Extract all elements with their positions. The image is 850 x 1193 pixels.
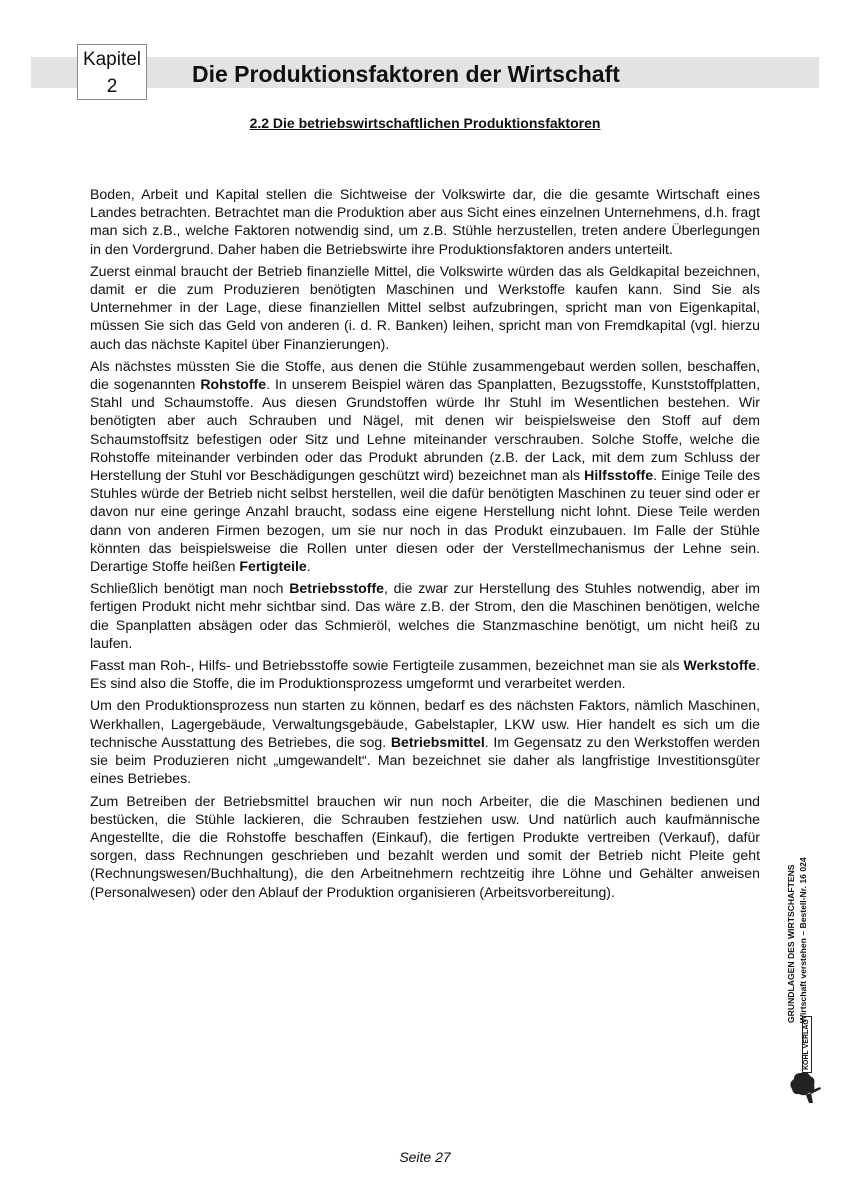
text-run: . Es sind also die Stoffe, die im Produktionsprozess umgeformt und verarbeitet werden. [90,657,760,692]
bold-term: Fertigteile [239,558,307,575]
text-run: Boden, Arbeit und Kapital stellen die Sichtweise der Volkswirte dar, die die gesamte Wirtschaft eines Landes betrachten. Betrachtet man die Produktion aber aus Sicht eines einzelnen Unternehmens, d.h. fragt man sich z.B., welche Faktoren notwendig sind, um z.B. Stühle herzustellen, treten andere Überlegungen in den Vordergrund. Daher haben die Betriebswirte ihre Produktionsfaktoren anders unterteilt. [90,186,760,257]
text-run: . [306,558,311,575]
paragraph [90,579,760,652]
bold-term: Hilfsstoffe [584,467,654,484]
paragraph [90,357,760,575]
text-run: , die zwar zur Herstellung des Stuhles notwendig, aber im fertigen Produkt nicht mehr sichtbar sind. Das wäre z.B. der Strom, den die Maschinen benötigen, welche die Spanplatten absägen oder das Schmieröl, welches die Stanzmaschine benötigt, um nicht heiß zu laufen. [90,580,760,651]
paragraph [90,656,760,692]
paragraph [90,185,760,258]
bold-term: Werkstoffe [683,657,757,674]
bold-term: Rohstoffe [200,376,267,393]
paragraph [90,696,760,787]
text-run: Fasst man Roh-, Hilfs- und Betriebsstoffe sowie Fertigteile zusammen, bezeichnet man sie als [90,657,684,674]
text-run: . In unserem Beispiel wären das Spanplatten, Bezugsstoffe, Kunststoffplatten, Stahl und Schaumstoffe. Aus diesen Grundstoffen würde Ihr Stuhl im Wesentlichen bestehen. Wir benötigten aber auch Schrauben und Nägel, mit denen wir beispielsweise den Stoff auf dem Schaumstoffsitz befestigen oder Sitz und Lehne miteinander verschrauben. Solche Stoffe, welche die Rohstoffe miteinander verbinden oder das Produkt abrunden (z.B. der Lack, mit dem zum Schluss der Herstellung der Stuhl vor Beschädigungen geschützt wird) bezeichnet man als [90,376,760,484]
text-run: Als nächstes müssten Sie die Stoffe, aus denen die Stühle zusammengebaut werden sollen, beschaffen, die sogenannten [90,357,760,393]
bold-term: Betriebsstoffe [289,580,384,597]
chapter-label: Kapitel [82,49,142,70]
text-run: Um den Produktionsprozess nun starten zu können, bedarf es des nächsten Faktors, nämlich Maschinen, Werkhallen, Lagergebäude, Verwaltungsgebäude, Gabelstapler, LKW usw. Hier handelt es sich um die technische Ausstattung des Betriebes, die sog. [90,697,760,750]
bold-term: Betriebsmittel [390,733,485,750]
text-run: Zum Betreiben der Betriebsmittel brauchen wir nun noch Arbeiter, die die Maschinen bedienen und bestücken, die Stühle lackieren, die Schrauben festziehen usw. Und natürlich auch kaufmännische Angestellte, die die Rohstoffe beschaffen (Einkauf), die fertigen Produkte vertreiben (Verkauf), dafür sorgen, dass Rechnungen geschrieben und bezahlt werden und somit der Betrieb nicht Pleite geht (Rechnungswesen/Buchhaltung), die den Arbeitnehmern rechtzeitig ihre Löhne und Gehälter anweisen (Personalwesen) oder den Ablauf der Produktion organisieren (Arbeitsvorbereitung). [90,792,760,900]
section-heading: 2.2 Die betriebswirtschaftlichen Produktionsfaktoren [249,115,601,131]
publisher-logo [788,1019,824,1103]
page-number: Seite 27 [399,1149,451,1165]
paragraph [90,262,760,353]
text-run: . Einige Teile des Stuhles würde der Betrieb nicht selbst herstellen, weil die dafür benötigten Maschinen zu teuer sind oder er davon nur eine geringe Anzahl braucht, sodass eine eigene Herstellung nicht lohnt. Diese Teile werden dann von anderen Firmen bezogen, um sie nur noch in das Produkt einzubauen. Im Falle der Stühle könnten das beispielsweise die Rollen unter diesen oder der Verstellmechanismus der Lehne sein. Derartige Stoffe heißen [90,467,760,575]
paragraph [90,792,760,901]
publisher-sidebar [781,833,831,1023]
chapter-box [77,44,147,100]
text-run: Schließlich benötigt man noch [90,580,290,597]
page-title: Die Produktionsfaktoren der Wirtschaft [192,61,620,87]
order-info: Wirtschaft verstehen – Bestell-Nr. 16 024 [798,857,808,1023]
chapter-number: 2 [106,76,118,97]
sidebar-text [785,833,809,1023]
body-text [90,185,760,905]
series-title: GRUNDLAGEN DES WIRTSCHAFTENS [786,864,796,1023]
text-run: Zuerst einmal braucht der Betrieb finanzielle Mittel, die Volkswirte würden das als Geldkapital bezeichnen, damit er die zum Produzieren benötigten Maschinen und Werkstoffe kaufen kann. Sind Sie als Unternehmer in der Lage, diese finanziellen Mittel selbst aufzubringen, spricht man von Eigenkapital, müssen Sie sich das Geld von anderen (i. d. R. Banken) leihen, spricht man von Fremdkapital (vgl. hierzu auch das nächste Kapitel über Finanzierungen). [90,262,760,352]
text-run: . Im Gegensatz zu den Werkstoffen werden sie beim Produzieren nicht „umgewandelt“. Man bezeichnet sie daher als langfristige Investitionsgüter eines Betriebes. [90,733,760,787]
logo-text: KOHL VERLAG [802,1016,812,1073]
